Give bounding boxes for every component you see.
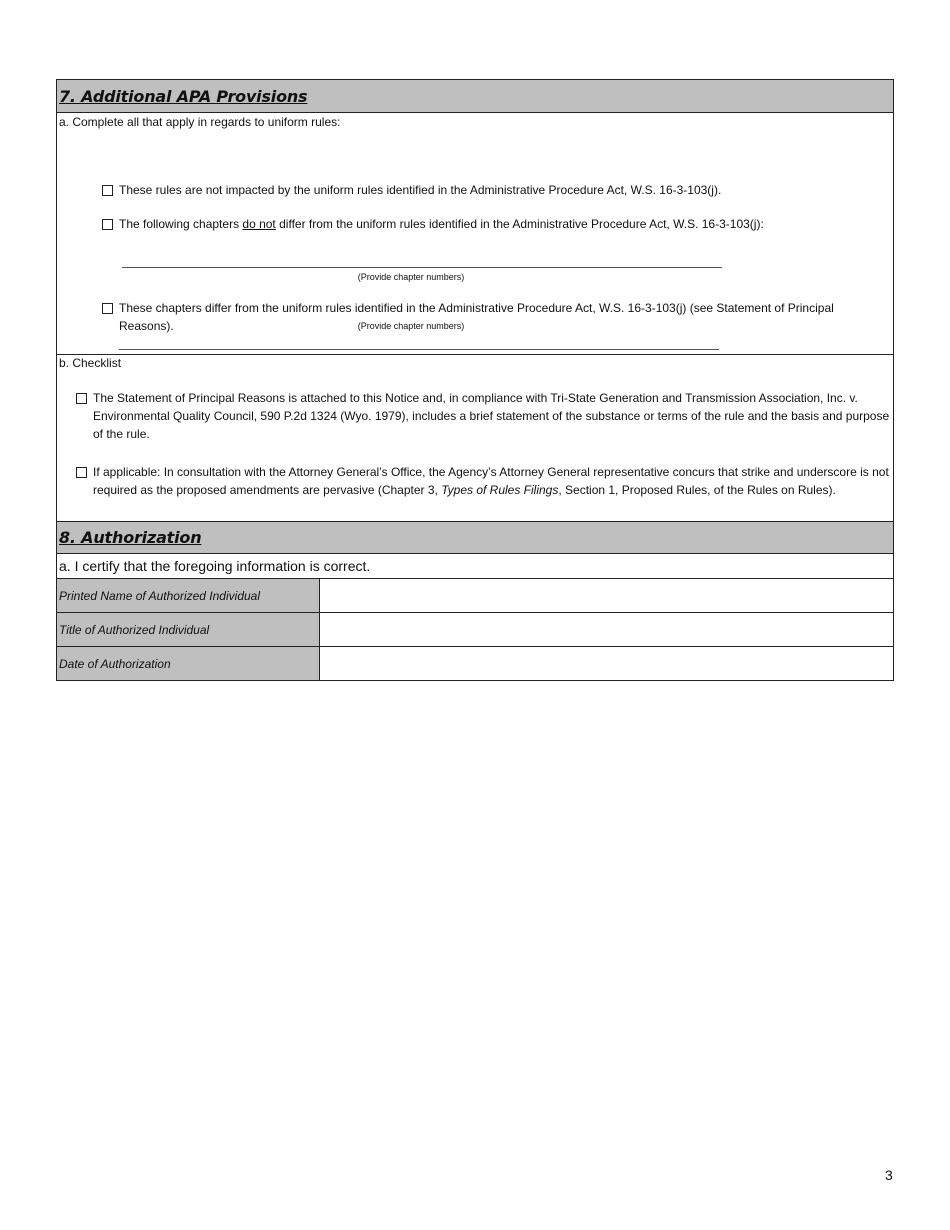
part-a-label: a. Complete all that apply in regards to uniform rules: bbox=[59, 115, 341, 129]
checklist-item-strike-underscore: If applicable: In consultation with the Attorney General’s Office, the Agency’s Attorney General representative concurs that strike and underscore is not required as the proposed amendments are pervasive (Chapter 3, Types of Rules Filings, Section 1, Proposed Rules, of the Rules on Rules). bbox=[93, 465, 889, 497]
certify-statement: a. I certify that the foregoing information is correct. bbox=[57, 554, 893, 579]
section-7-title: 7. Additional APA Provisions bbox=[59, 86, 308, 106]
chapter-numbers-line-1[interactable] bbox=[122, 267, 722, 268]
date-field[interactable] bbox=[320, 647, 893, 680]
section-8-header bbox=[57, 521, 893, 554]
auth-row-printed-name bbox=[57, 579, 893, 613]
printed-name-field[interactable] bbox=[320, 579, 893, 612]
checklist-block bbox=[57, 355, 893, 521]
chapter-numbers-caption-2: (Provide chapter numbers) bbox=[357, 321, 465, 331]
part-b-label: b. Checklist bbox=[59, 356, 122, 370]
checkbox-not-impacted[interactable] bbox=[102, 185, 113, 196]
option-not-impacted-text: These rules are not impacted by the uniform rules identified in the Administrative Procedure Act, W.S. 16-3-103(j). bbox=[119, 183, 722, 197]
auth-row-title bbox=[57, 613, 893, 647]
checkbox-strike-underscore[interactable] bbox=[76, 467, 87, 478]
chapter-numbers-line-2[interactable] bbox=[119, 349, 719, 350]
chapter-numbers-caption-1: (Provide chapter numbers) bbox=[357, 272, 465, 282]
printed-name-label: Printed Name of Authorized Individual bbox=[57, 579, 320, 612]
section-7-header bbox=[57, 80, 893, 113]
title-field[interactable] bbox=[320, 613, 893, 646]
date-label: Date of Authorization bbox=[57, 647, 320, 680]
page-number: 3 bbox=[885, 1167, 893, 1183]
section-8-title: 8. Authorization bbox=[59, 528, 202, 547]
title-label: Title of Authorized Individual bbox=[57, 613, 320, 646]
checkbox-do-not-differ[interactable] bbox=[102, 219, 113, 230]
checkbox-chapters-differ[interactable] bbox=[102, 303, 113, 314]
option-chapters-differ-text: These chapters differ from the uniform rules identified in the Administrative Procedure Act, W.S. 16-3-103(j) (see Statement of Principal Reasons). bbox=[119, 301, 834, 333]
checklist-item-principal-reasons: The Statement of Principal Reasons is attached to this Notice and, in compliance with Tri-State Generation and Transmission Association, Inc. v. Environmental Quality Council, 590 P.2d 1324 (Wyo. 1979), includes a brief statement of the substance or terms of the rule and the basis and purpose of the rule. bbox=[93, 391, 890, 441]
uniform-rules-block bbox=[57, 113, 893, 355]
checkbox-principal-reasons[interactable] bbox=[76, 393, 87, 404]
auth-row-date bbox=[57, 647, 893, 680]
apa-form bbox=[56, 79, 894, 681]
option-do-not-differ-text: The following chapters do not differ from the uniform rules identified in the Administrative Procedure Act, W.S. 16-3-103(j): bbox=[119, 217, 764, 231]
